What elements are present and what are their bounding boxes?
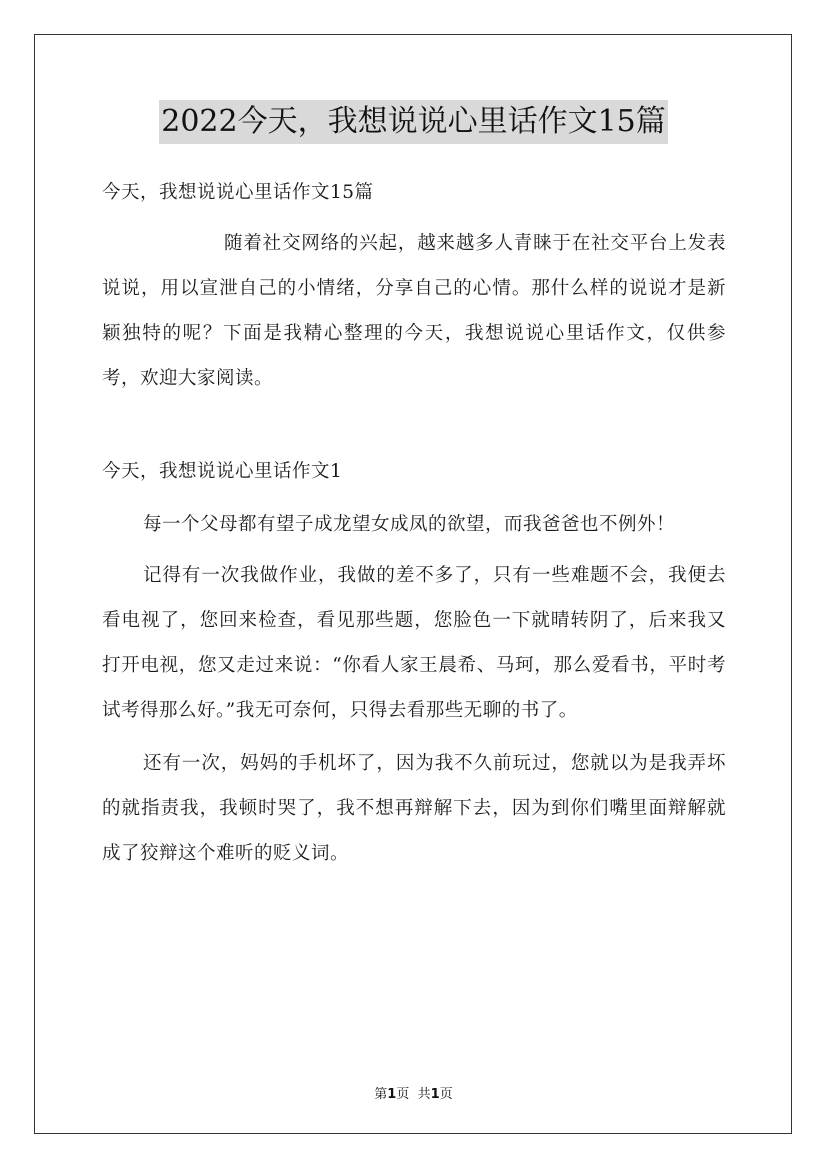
footer-page-number: 1 [387, 1087, 397, 1102]
footer-total-prefix: 共 [417, 1087, 431, 1102]
page-footer [0, 1083, 827, 1102]
footer-prefix: 第 [374, 1087, 388, 1102]
document-body [102, 170, 726, 876]
section-heading: 今天，我想说说心里话作文1 [102, 461, 343, 482]
intro-paragraph: 随着社交网络的兴起，越来越多人青睐于在社交平台上发表说说，用以宣泄自己的小情绪，分享自己的心情。那什么样的说说才是新颖独特的呢？下面是我精心整理的今天，我想说说心里话作文，仅供参考，欢迎大家阅读。 [102, 233, 726, 389]
spacer [102, 494, 726, 502]
document-subtitle: 今天，我想说说心里话作文15篇 [102, 182, 374, 203]
body-paragraph: 每一个父母都有望子成龙望女成凤的欲望，而我爸爸也不例外！ [143, 514, 676, 535]
footer-page-suffix: 页 [396, 1087, 410, 1102]
body-paragraph: 记得有一次我做作业，我做的差不多了，只有一些难题不会，我便去看电视了，您回来检查，看见那些题，您脸色一下就晴转阴了，后来我又打开电视，您又走过来说：“你看人家王晨希、马珂，那么爱看书，平时考试考得那么好。”我无可奈何，只得去看那些无聊的书了。 [102, 565, 726, 721]
title-wrap [0, 100, 827, 144]
footer-total-pages: 1 [430, 1087, 440, 1102]
footer-total-suffix: 页 [439, 1087, 453, 1102]
spacer [102, 401, 726, 449]
document-title: 2022今天，我想说说心里话作文15篇 [159, 100, 668, 144]
spacer [102, 733, 726, 741]
body-paragraph: 还有一次，妈妈的手机坏了，因为我不久前玩过，您就以为是我弄坏的就指责我，我顿时哭了，我不想再辩解下去，因为到你们嘴里面辩解就成了狡辩这个难听的贬义词。 [102, 753, 726, 864]
